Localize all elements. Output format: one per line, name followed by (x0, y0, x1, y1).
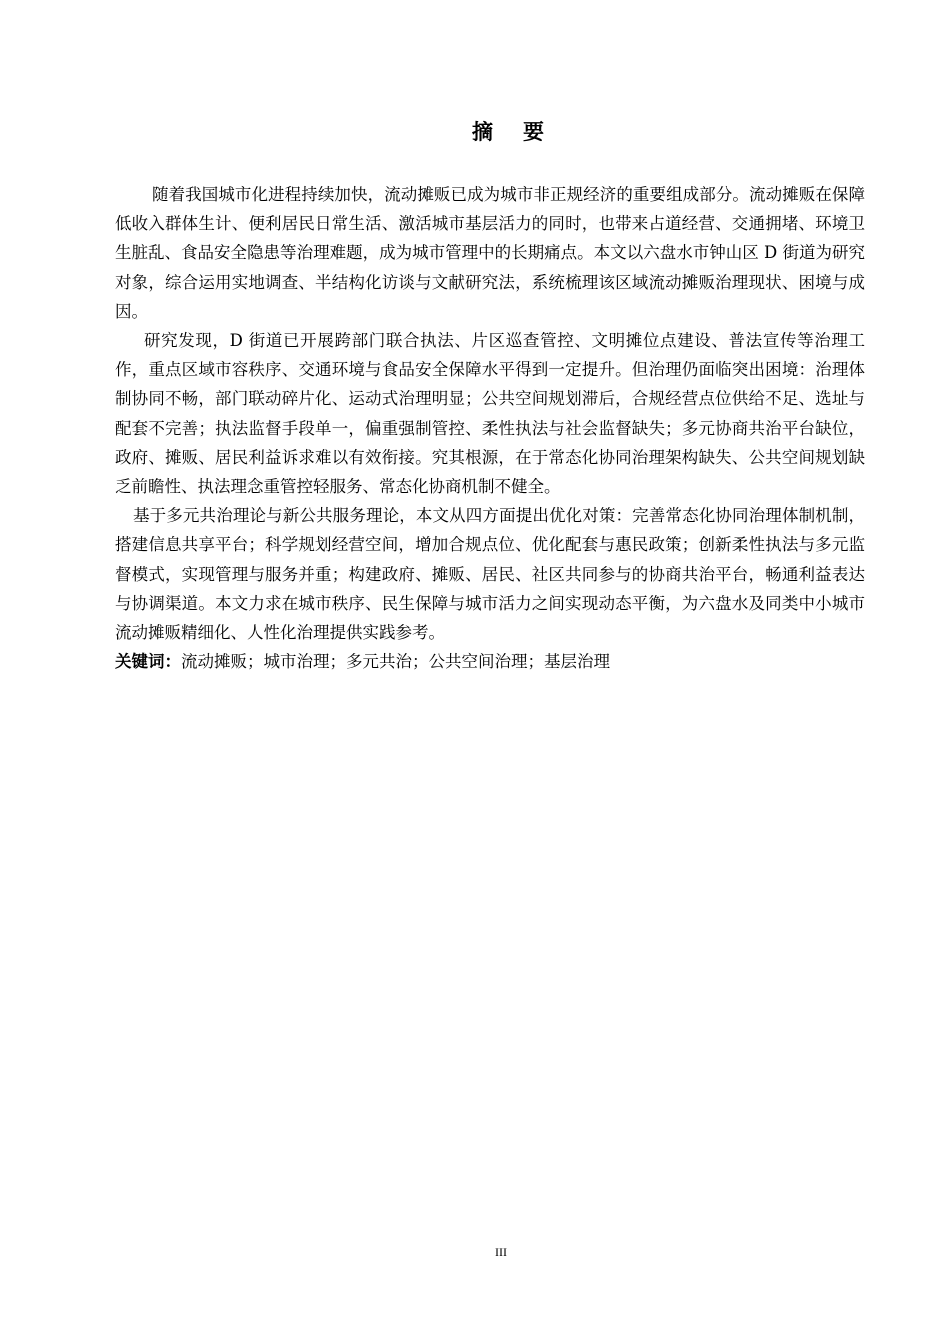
page-number: III (495, 1245, 507, 1259)
keywords-label: 关键词： (115, 652, 181, 672)
abstract-paragraph-1: 随着我国城市化进程持续加快，流动摊贩已成为城市非正规经济的重要组成部分。流动摊贩在保障低收入群体生计、便利居民日常生活、激活城市基层活力的同时，也带来占道经营、交通拥堵、环境卫生脏乱、食品安全隐患等治理难题，成为城市管理中的长期痛点。本文以六盘水市钟山区 D 街道为研究对象，综合运用实地调查、半结构化访谈与文献研究法，系统梳理该区域流动摊贩治理现状、困境与成因。 (115, 185, 865, 321)
abstract-paragraph-3: 基于多元共治理论与新公共服务理论，本文从四方面提出优化对策：完善常态化协同治理体制机制，搭建信息共享平台；科学规划经营空间，增加合规点位、优化配套与惠民政策；创新柔性执法与多元监督模式，实现管理与服务并重；构建政府、摊贩、居民、社区共同参与的协商共治平台，畅通利益表达与协调渠道。本文力求在城市秩序、民生保障与城市活力之间实现动态平衡，为六盘水及同类中小城市流动摊贩精细化、人性化治理提供实践参考。 (115, 506, 865, 643)
abstract-title-char-2: 要 (523, 120, 544, 144)
abstract-title-char-1: 摘 (472, 120, 493, 144)
abstract-paragraph-2: 研究发现，D 街道已开展跨部门联合执法、片区巡查管控、文明摊位点建设、普法宣传等治理工作，重点区域市容秩序、交通环境与食品安全保障水平得到一定提升。但治理仍面临突出困境：治理体制协同不畅，部门联动碎片化、运动式治理明显；公共空间规划滞后，合规经营点位供给不足、选址与配套不完善；执法监督手段单一，偏重强制管控、柔性执法与社会监督缺失；多元协商共治平台缺位，政府、摊贩、居民利益诉求难以有效衔接。究其根源，在于常态化协同治理架构缺失、公共空间规划缺乏前瞻性、执法理念重管控轻服务、常态化协商机制不健全。 (115, 331, 865, 497)
keywords-line (115, 647, 865, 676)
abstract-body (115, 180, 865, 676)
abstract-title (0, 116, 950, 146)
keywords-text: 流动摊贩；城市治理；多元共治；公共空间治理；基层治理 (181, 652, 610, 672)
